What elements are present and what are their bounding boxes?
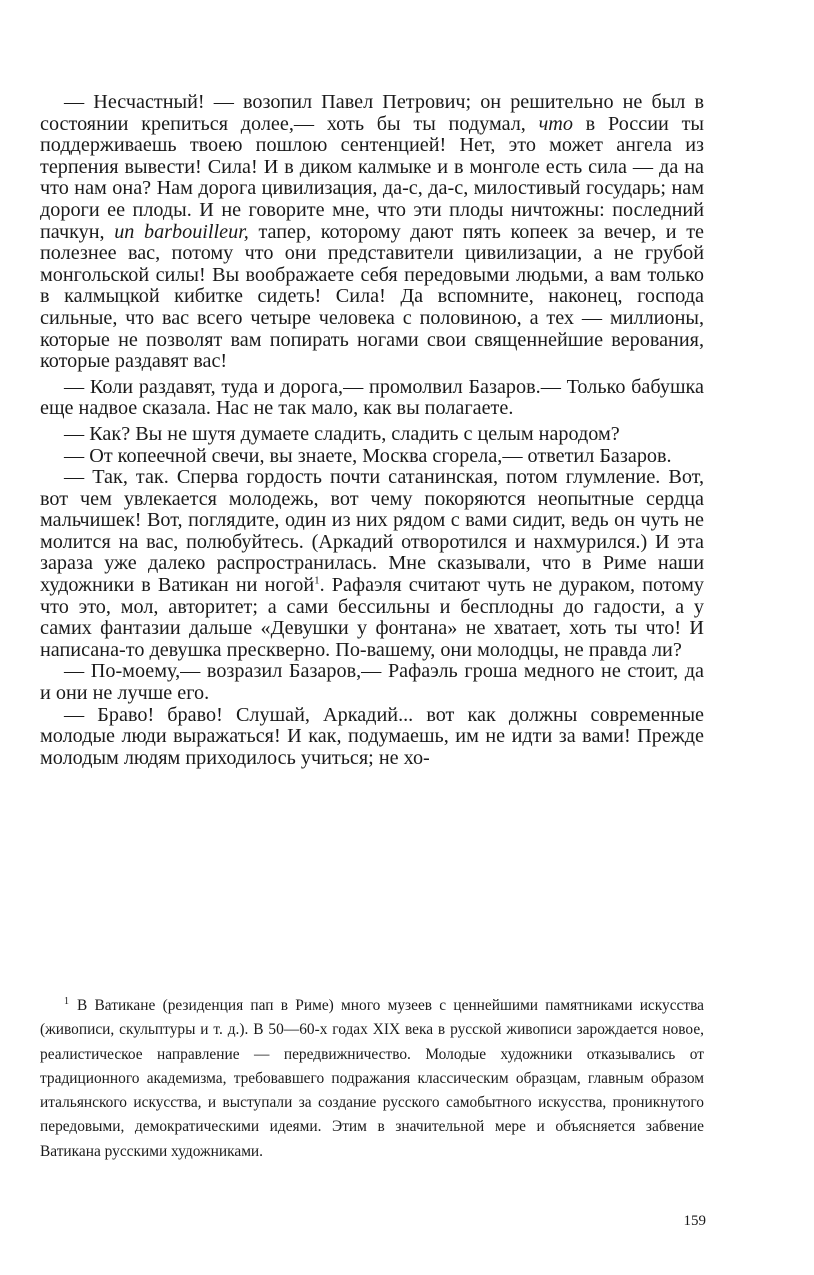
- footnotes: [40, 994, 704, 1164]
- paragraph-3: — Как? Вы не шутя думаете сладить, сладить с целым народом?: [64, 422, 620, 445]
- footnote-number: 1: [64, 995, 69, 1007]
- page-number: 159: [683, 1213, 706, 1229]
- text-run: в России ты поддерживаешь твоею пошлою сентенцией! Нет, это может ангела из терпения вывести! Сила! И в диком калмыке и в монголе есть сила — да на что нам она? Нам дорога цивилизация, да-с, да-с, милостивый государь; нам дороги ее плоды. И не говорите мне, что эти плоды ничтожны: последний пачкун,: [40, 112, 704, 243]
- footnote-reference[interactable]: 1: [314, 574, 320, 587]
- footnote-1: [40, 994, 704, 1164]
- text-run: — Несчастный! — возопил Павел Петрович; он решительно не был в состоянии крепиться долее,— хоть бы ты подумал,: [40, 91, 704, 135]
- paragraph-4: — От копеечной свечи, вы знаете, Москва сгорела,— ответил Базаров.: [64, 444, 672, 467]
- paragraph-2: — Коли раздавят, туда и дорога,— промолвил Базаров.— Только бабушка еще надвое сказала. Нас не так мало, как вы полагаете.: [40, 375, 704, 420]
- text-run: — Так, так. Сперва гордость почти сатанинская, потом глумление. Вот, вот чем увлекается молодежь, вот чему покоряются неопытные сердца мальчишек! Вот, поглядите, один из них рядом с вами сидит, ведь он чуть не молится на вас, полюбуйтесь. (Аркадий отворотился и нахмурился.) И эта зараза уже далеко распространилась. Мне сказывали, что в Риме наши художники в Ватикан ни ногой: [40, 466, 704, 597]
- italic-word: что: [538, 112, 573, 135]
- footnote-text: В Ватикане (резиденция пап в Риме) много музеев с ценнейшими памятниками искусства (живописи, скульптуры и т. д.). В 50—60-х годах XIX века в русской живописи зарождается новое, реалистическое направление — передвижничество. Молодые художники отказывались от традиционного академизма, требовавшего подражания классическим образцам, главным образом итальянского искусства, и выступали за создание русского самобытного искусства, проникнутого передовыми, демократическими идеями. Этим в значительной мере и объясняется забвение Ватикана русскими художниками.: [40, 997, 704, 1160]
- text-run: тапер, которому дают пять копеек за вечер, и те полезнее вас, потому что они представители цивилизации, а не грубой монгольской силы! Вы воображаете себя передовыми людьми, а вам только в калмыцкой кибитке сидеть! Сила! Да вспомните, наконец, господа сильные, что вас всего четыре человека с половиною, а тех — миллионы, которые не позволят вам попирать ногами свои священнейшие верования, которые раздавят вас!: [40, 220, 704, 373]
- paragraph-6: — По-моему,— возразил Базаров,— Рафаэль гроша медного не стоит, да и они не лучше его.: [40, 660, 704, 705]
- text-run: . Рафаэля считают чуть не дураком, потому что это, мол, авторитет; а сами бессильны и бесплодны до гадости, а у самих фантазии дальше «Девушки у фонтана» не хватает, хоть ты что! И написана-то девушка прескверно. По-вашему, они молодцы, не правда ли?: [40, 574, 704, 661]
- paragraph-5: [40, 467, 704, 661]
- main-text: [40, 92, 704, 769]
- italic-phrase: un barbouilleur,: [114, 220, 249, 243]
- paragraph-7: — Браво! браво! Слушай, Аркадий... вот как должны современные молодые люди выражаться! И как, подумаешь, им не идти за вами! Прежде молодым людям приходилось учиться; не хо-: [40, 703, 704, 769]
- paragraph-1: [40, 92, 704, 373]
